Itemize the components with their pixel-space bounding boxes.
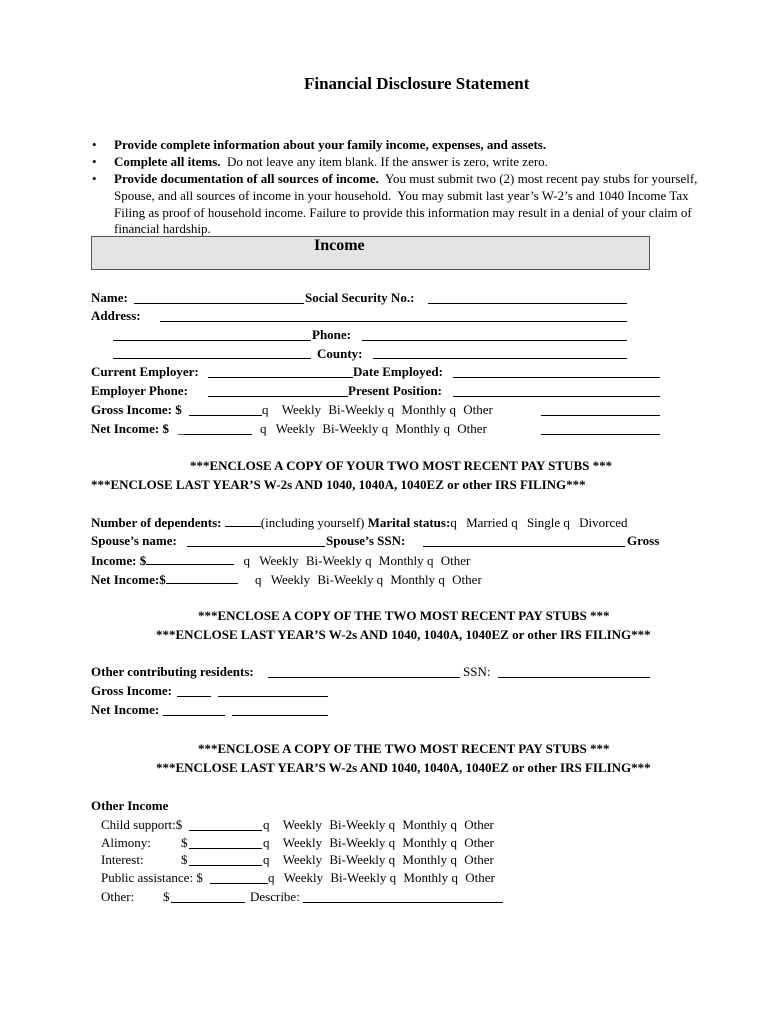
net-income-dash: _ [178,421,185,436]
option-other: Other [452,572,482,587]
option-biweekly: Bi-Weekly [330,870,387,885]
bullet-2-bold: Complete all items. [114,154,221,169]
page-title: Financial Disclosure Statement [304,74,530,93]
option-other: Other [465,870,495,885]
address-label: Address: [91,308,141,323]
alimony-field[interactable] [189,848,262,849]
public-assistance-field[interactable] [210,883,268,884]
child-support-label: Child support:$ [101,817,183,832]
checkbox[interactable]: q [260,421,267,436]
option-weekly: Weekly [281,402,322,417]
checkbox[interactable]: q [254,572,262,587]
gross-income-field[interactable] [189,415,262,416]
option-biweekly: Bi-Weekly [328,402,385,417]
name-label: Name: [91,290,128,305]
checkbox[interactable]: q [511,515,518,530]
other-residents-net-field[interactable] [163,715,225,716]
ssn-field[interactable] [428,303,627,304]
option-weekly: Weekly [259,553,299,568]
bullet-dot: • [92,137,97,152]
checkbox[interactable]: q [450,817,457,832]
checkbox[interactable]: q [262,402,269,417]
spouse-net-label: Net Income:$ [91,572,166,587]
income-section-banner [91,236,650,270]
public-assistance-frequency [268,870,495,886]
option-weekly: Weekly [282,835,323,850]
position-label: Present Position: [348,383,442,398]
describe-label: Describe: [250,889,300,904]
address-line-3[interactable] [113,358,311,359]
ssn-label: Social Security No.: [305,290,415,305]
option-other: Other [464,852,494,867]
checkbox[interactable]: q [450,835,457,850]
dependents-row [91,514,628,531]
option-biweekly: Bi-Weekly [317,572,374,587]
option-married: Married [466,515,508,530]
name-field[interactable] [134,303,304,304]
checkbox[interactable]: q [388,852,396,867]
checkbox[interactable]: q [263,817,270,832]
option-biweekly: Bi-Weekly [329,817,386,832]
net-income-other-field[interactable] [541,434,660,435]
dependents-field[interactable] [225,514,261,527]
checkbox[interactable]: q [450,515,457,530]
other-residents-gross-field[interactable] [177,696,211,697]
other-income-heading: Other Income [91,798,169,813]
county-label: County: [317,346,363,361]
alimony-frequency [263,835,494,851]
enclose-notice: ***ENCLOSE LAST YEAR’S W-2s AND 1040, 1040A, 1040EZ or other IRS FILING*** [156,627,651,642]
interest-field[interactable] [189,865,262,866]
checkbox[interactable]: q [443,421,450,436]
date-employed-label: Date Employed: [353,364,443,379]
enclose-notice: ***ENCLOSE A COPY OF YOUR TWO MOST RECENT PAY STUBS *** [190,458,613,473]
checkbox[interactable]: q [426,553,434,568]
spouse-net-income-field[interactable] [166,571,238,584]
bullet-dot: • [92,154,97,169]
other-amount-field[interactable] [171,902,245,903]
checkbox[interactable]: q [388,817,396,832]
other-residents-gross-field-2[interactable] [218,696,328,697]
spouse-name-field[interactable] [187,546,325,547]
other-residents-ssn-field[interactable] [498,677,650,678]
gross-income-other-field[interactable] [541,415,660,416]
bullet-3-bold: Provide documentation of all sources of income. [114,171,379,186]
option-monthly: Monthly [402,835,448,850]
dependents-note: (including yourself) [260,515,365,530]
enclose-notice: ***ENCLOSE A COPY OF THE TWO MOST RECENT PAY STUBS *** [198,608,610,623]
date-employed-field[interactable] [453,377,660,378]
employer-phone-label: Employer Phone: [91,383,188,398]
position-field[interactable] [453,396,660,397]
option-biweekly: Bi-Weekly [329,852,386,867]
option-other: Other [464,817,494,832]
option-weekly: Weekly [282,852,323,867]
checkbox[interactable]: q [381,421,389,436]
option-weekly: Weekly [270,572,311,587]
other-residents-label: Other contributing residents: [91,664,254,679]
option-monthly: Monthly [402,817,448,832]
spouse-gross-income-field[interactable] [146,552,234,565]
bullet-3-cont-1: Spouse, and all sources of income in your household. You may submit last year’s W-2’s and 1040 Income Tax [114,188,689,203]
checkbox[interactable]: q [376,572,384,587]
bullet-1 [114,137,546,153]
spouse-gross-income-row [91,552,470,569]
employer-phone-field[interactable] [208,396,348,397]
spouse-income-label: Income: $ [91,553,147,568]
bullet-3-text: You must submit two (2) most recent pay stubs for yourself, [378,171,698,186]
spouse-gross-label: Gross [627,533,660,548]
phone-field[interactable] [362,340,627,341]
income-section-title: Income [314,237,365,254]
checkbox[interactable]: q [389,870,397,885]
checkbox[interactable]: q [388,835,396,850]
spouse-name-label: Spouse’s name: [91,533,177,548]
option-monthly: Monthly [395,421,441,436]
bullet-3 [114,171,697,187]
enclose-notice: ***ENCLOSE LAST YEAR’S W-2s AND 1040, 1040A, 1040EZ or other IRS FILING*** [91,477,586,492]
option-other: Other [457,421,487,436]
checkbox[interactable]: q [263,852,270,867]
alimony-label: Alimony: [101,835,151,850]
interest-dollar: $ [181,852,188,867]
enclose-notice: ***ENCLOSE A COPY OF THE TWO MOST RECENT PAY STUBS *** [198,741,610,756]
option-weekly: Weekly [282,817,323,832]
other-label: Other: [101,889,135,904]
option-weekly: Weekly [283,870,324,885]
checkbox[interactable]: q [243,553,250,568]
interest-frequency [263,852,494,868]
option-monthly: Monthly [403,870,449,885]
spouse-ssn-field[interactable] [423,546,625,547]
checkbox[interactable]: q [449,402,456,417]
bullet-2-text: Do not leave any item blank. If the answer is zero, write zero. [220,154,548,169]
other-residents-ssn-label: SSN: [463,664,491,679]
checkbox[interactable]: q [387,402,395,417]
other-residents-field[interactable] [268,677,460,678]
checkbox[interactable]: q [451,870,458,885]
address-line-1[interactable] [160,321,627,322]
bullet-2 [114,154,548,170]
option-monthly: Monthly [402,852,448,867]
option-monthly: Monthly [401,402,447,417]
bullet-3-cont-3: financial hardship. [114,221,211,236]
option-biweekly: Bi-Weekly [305,553,362,568]
checkbox[interactable]: q [263,835,270,850]
net-income-field[interactable] [184,434,252,435]
employer-field[interactable] [208,377,353,378]
child-support-frequency [263,817,494,833]
county-field[interactable] [373,358,627,359]
gross-income-frequency [262,402,493,418]
phone-label: Phone: [312,327,351,342]
option-other: Other [463,402,493,417]
marital-status-label: Marital status: [367,515,451,530]
employer-label: Current Employer: [91,364,199,379]
checkbox[interactable]: q [268,870,275,885]
option-other: Other [464,835,494,850]
checkbox[interactable]: q [563,515,570,530]
bullet-3-cont-2: Filing as proof of household income. Failure to provide this information may result in a denial of your claim of [114,205,692,220]
dependents-label: Number of dependents: [91,515,222,530]
checkbox[interactable]: q [365,553,372,568]
option-biweekly: Bi-Weekly [322,421,379,436]
alimony-dollar: $ [181,835,188,850]
other-residents-gross-label: Gross Income: [91,683,173,698]
option-weekly: Weekly [275,421,316,436]
interest-label: Interest: [101,852,144,867]
spouse-net-income-row [91,571,482,588]
net-income-frequency [260,421,487,437]
child-support-field[interactable] [189,830,262,831]
other-dollar: $ [163,889,170,904]
enclose-notice: ***ENCLOSE LAST YEAR’S W-2s AND 1040, 1040A, 1040EZ or other IRS FILING*** [156,760,651,775]
option-monthly: Monthly [390,572,436,587]
gross-income-label: Gross Income: $ [91,402,182,417]
option-monthly: Monthly [378,553,424,568]
bullet-dot: • [92,171,97,186]
public-assistance-label: Public assistance: $ [101,870,203,885]
checkbox[interactable]: q [438,572,445,587]
option-single: Single [526,515,561,530]
other-residents-net-label: Net Income: [91,702,160,717]
bullet-1-bold: Provide complete information about your family income, expenses, and assets. [114,137,547,152]
other-residents-net-field-2[interactable] [232,715,328,716]
option-biweekly: Bi-Weekly [329,835,386,850]
net-income-label: Net Income: $ [91,421,169,436]
spouse-ssn-label: Spouse’s SSN: [326,533,406,548]
address-line-2[interactable] [113,340,311,341]
checkbox[interactable]: q [450,852,457,867]
option-divorced: Divorced [579,515,628,530]
describe-field[interactable] [303,902,503,903]
option-other: Other [440,553,471,568]
